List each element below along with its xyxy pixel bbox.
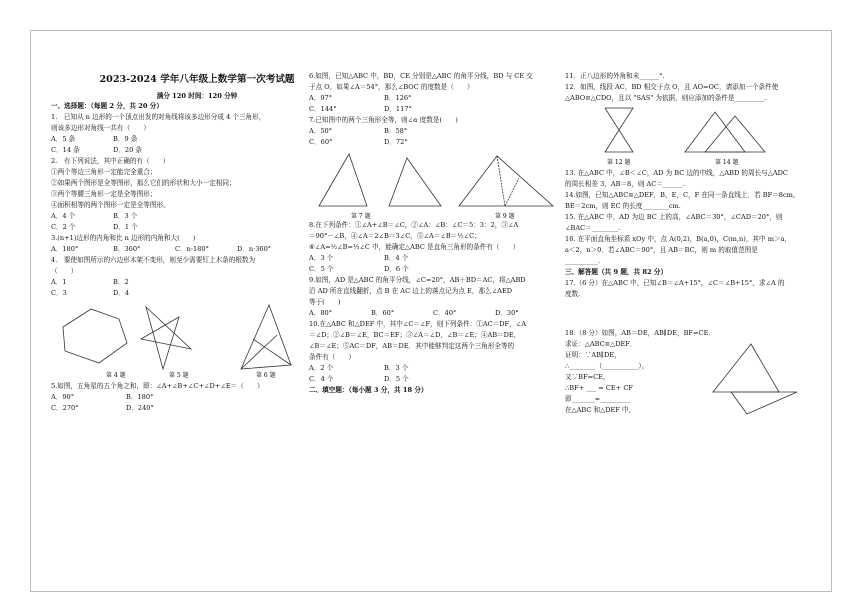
option: D．4 — [113, 289, 130, 297]
question-5-line: 5.如图，五角星的五个角之和，即：∠A+∠B+∠C+∠D+∠E＝（ ） — [51, 382, 264, 390]
option: C．60° — [309, 138, 333, 146]
option: C．14 条 — [51, 146, 80, 154]
figure-7-caption: 第 7 题 — [351, 213, 371, 220]
question-14-line: 14.如图，已知△ABC≌△DEF，B，E，C，F 在同一条直线上．若 BF＝8cm， — [565, 191, 800, 199]
option: A．4 个 — [51, 212, 76, 220]
question-2-options — [51, 211, 301, 222]
figure-9-caption: 第 9 题 — [495, 213, 515, 220]
exam-paper-page — [30, 30, 832, 592]
question-18-line: 18.（8 分）如图，AB＝DE，AB∥DE，BF=CE． — [565, 329, 715, 337]
figure-5-caption: 第 5 题 — [169, 372, 189, 379]
figure-4-caption: 第 4 题 — [106, 372, 126, 379]
option: A．5 条 — [51, 135, 76, 143]
option: C．40° — [433, 309, 457, 317]
question-10-line: 条件有（ ） — [309, 353, 356, 361]
column-left — [51, 101, 301, 414]
section-heading-choice: 一、选择题：（每题 2 分，共 20 分） — [51, 102, 163, 110]
question-1-line: 则该多边形对角线一共有（ ） — [51, 124, 150, 132]
question-16-line: __________. — [565, 257, 601, 265]
question-10-options — [309, 363, 559, 374]
question-9-line: 沿 AD 所在直线翻折，点 B 在 AC 边上的落点记为点 E，那么∠AED — [309, 287, 513, 295]
question-8-options — [309, 253, 559, 264]
triangle-def-figure-14 — [705, 116, 765, 152]
option: B．4 个 — [384, 254, 409, 262]
question-2-line: ④面积相等的两个图形一定是全等图形。 — [51, 201, 170, 209]
option: A．3 个 — [309, 254, 334, 262]
hexagon-frame-figure — [63, 309, 127, 363]
option: B．58° — [384, 127, 408, 135]
option: B．9 条 — [113, 135, 138, 143]
question-7-options — [309, 137, 559, 148]
triangle-figure-7a — [319, 154, 367, 206]
figure-18 — [701, 338, 811, 418]
section-heading-fill: 二、填空题：（每小题 3 分，共 18 分） — [309, 386, 428, 394]
question-6-line: 6.如图，已知△ABC 中，BD，CE 分别是△ABC 的角平分线，BD 与 CE 交 — [309, 72, 533, 80]
question-15-line: ∠BAC＝________. — [565, 224, 621, 232]
question-18-line: 又∵BF=CE， — [565, 373, 610, 381]
triangle-figure-7b — [389, 158, 441, 206]
question-2-line: ②如果两个图形是全等图形，那么它们的形状和大小一定相同； — [51, 179, 236, 187]
question-3-options — [51, 244, 301, 255]
question-18-line: 证明：∵AB∥DE， — [565, 351, 621, 359]
option: A．180° — [51, 245, 79, 253]
option: B．126° — [384, 94, 412, 102]
question-5-options — [51, 403, 301, 414]
question-9-line: 9.如图，AD 是△ABC 的角平分线，∠C=20°，AB＋BD＝AC，将△ABD — [309, 276, 526, 284]
question-2-options — [51, 222, 301, 233]
option: B．180° — [126, 393, 154, 401]
option: D．1 个 — [113, 223, 138, 231]
question-6-line: 于点 O，如果∠A＝54°，那么∠BOC 的度数是（ ） — [309, 83, 474, 91]
question-18-line: 求证：△ABC≌△DEF． — [565, 340, 637, 348]
triangle-abc-figure-14 — [685, 112, 745, 152]
question-17-line: 度数. — [565, 290, 581, 298]
question-4-options — [51, 277, 301, 288]
option: C．5 个 — [309, 265, 334, 273]
question-8-line: ＝90°－∠B，④∠A＝2∠B＝3∠C，⑤∠A＝∠B＝½∠C； — [309, 232, 481, 240]
question-3-line: 3.(n+1)边形的内角和比 n 边形的内角和大( ) — [51, 234, 196, 242]
option: A．80° — [309, 309, 333, 317]
question-9-options — [309, 308, 559, 319]
question-2-line: ③两个等腰三角形一定是全等图形； — [51, 190, 157, 198]
question-4-line: 4. 要使如图所示的六边形木架不变形，则至少需要钉上木条的根数为 — [51, 256, 256, 264]
figure-6-caption: 第 6 题 — [256, 372, 276, 379]
question-12-line: 12．如图，线段 AC，BD 相交于点 O，且 AO=OC，请添加一个条件使 — [565, 83, 779, 91]
option: B．3 个 — [384, 364, 409, 372]
question-1-line: 1. 已知从 n 边形的一个顶点出发的对角线将该多边形分成 4 个三角形， — [51, 113, 266, 121]
option: A．2 个 — [309, 364, 334, 372]
option: D．6 个 — [384, 265, 409, 273]
option: A．1 — [51, 278, 67, 286]
section-heading-solve: 三、解答题（共 9 题，共 82 分） — [565, 268, 668, 276]
option: B．3 个 — [113, 212, 138, 220]
figure-12-caption: 第 12 题 — [607, 159, 631, 166]
pentagram-figure — [141, 307, 191, 369]
crossed-segments-figure-12 — [605, 108, 633, 152]
option: C．144° — [309, 105, 337, 113]
question-10-options — [309, 374, 559, 385]
question-18-line: ∴BF+ ___ = CE+ CF — [565, 384, 633, 392]
question-12-line: △ABO≌△CDO，且以 "SAS" 为依据，则应添加的条件是_________. — [565, 94, 767, 102]
question-18-line: 即_______=_________ — [565, 395, 630, 403]
question-7-options — [309, 126, 559, 137]
option: D．117° — [384, 105, 412, 113]
question-13-line: 13. 在△ABC 中，∠B＜∠C，AD 为 BC 边的中线，△ABD 的周长与△ADC — [565, 169, 788, 177]
question-16-line: a＜2，n＞0．若∠ABC＝90°，且 AB＝BC，则 m 的取值范围是 — [565, 246, 758, 254]
figure-14-caption: 第 14 题 — [715, 159, 739, 166]
option: D．30° — [495, 309, 519, 317]
figures-7-9 — [309, 148, 559, 220]
option: B．360° — [113, 245, 141, 253]
triangle-figure-9 — [459, 156, 553, 206]
option: D．5 个 — [384, 375, 409, 383]
column-right — [565, 71, 815, 416]
option: C．2 个 — [51, 223, 76, 231]
option: C．n·180° — [175, 245, 209, 253]
question-1-options — [51, 134, 301, 145]
question-10-line: 10.在△ABC 和△DEF 中，其中∠C＝∠F，则下列条件：①AC＝DF，∠A — [309, 320, 526, 328]
option: A．50° — [309, 127, 333, 135]
figures-12-14 — [565, 104, 815, 168]
option: D．n·360° — [237, 245, 272, 253]
option: D．72° — [384, 138, 408, 146]
page-title: 2023-2024 学年八年级上数学第一次考试题 — [99, 74, 295, 85]
question-17-line: 17.（6 分）在△ABC 中，已知∠B＝∠A+15°，∠C＝∠B+15°，求∠A 的 — [565, 279, 785, 287]
option: A．97° — [309, 94, 333, 102]
question-8-line: ⑥∠A=½∠B=⅓∠C 中，能确定△ABC 是直角三角形的条件有（ ） — [309, 243, 520, 251]
page-subtitle: 满分 120 时间：120 分钟 — [156, 92, 238, 100]
option: B．60° — [371, 309, 395, 317]
question-5-options — [51, 392, 301, 403]
question-8-line: 8.在下列条件：①∠A+∠B＝∠C，②∠A：∠B：∠C＝5：3：2，③∠A — [309, 221, 519, 229]
option: B．2 — [113, 278, 129, 286]
option: C．4 个 — [309, 375, 334, 383]
question-7-line: 7.已知图中的两个三角形全等，则∠α 度数是( ) — [309, 116, 458, 124]
question-6-options — [309, 93, 559, 104]
question-1-options — [51, 145, 301, 156]
question-18-block — [565, 328, 815, 416]
question-18-line: 在△ABC 和△DEF 中， — [565, 406, 636, 414]
question-8-options — [309, 264, 559, 275]
option: D．240° — [126, 404, 154, 412]
question-4-line: （ ） — [51, 267, 78, 275]
question-4-options — [51, 288, 301, 299]
question-14-line: BE＝2cm，则 EC 的长度________cm. — [565, 202, 681, 210]
question-2-line: 2. 有下列说法，其中正确的有（ ） — [51, 157, 170, 165]
column-middle — [309, 71, 559, 396]
question-9-line: 等于( ) — [309, 298, 341, 306]
figures-4-5-6 — [51, 299, 301, 381]
question-11-line: 11．正八边形的外角和未______°. — [565, 72, 665, 80]
question-6-options — [309, 104, 559, 115]
question-13-line: 的周长相差 3，AB＝8，则 AC＝______. — [565, 180, 685, 188]
option: C．3 — [51, 289, 67, 297]
question-16-line: 16. 在平面直角坐标系 xOy 中，点 A(0,2)，B(a,0)，C(m,n)，其中 m＞a， — [565, 235, 792, 243]
question-15-line: 15. 在△ABC 中，AD 为边 BC 上的高，∠ABC＝30°，∠CAD＝20°，则 — [565, 213, 783, 221]
question-2-line: ①两个等边三角形一定能完全重合； — [51, 168, 157, 176]
option: A．90° — [51, 393, 75, 401]
option: C．270° — [51, 404, 79, 412]
option: D．20 条 — [113, 146, 142, 154]
question-10-line: ∠B＝∠E；⑤AC＝DF，AB＝DE．其中能够判定这两个三角形全等的 — [309, 342, 515, 350]
question-18-line: ∴________（___________）， — [565, 362, 649, 370]
question-10-line: ＝∠D；②∠B＝∠E，BC＝EF；③∠A＝∠D，∠B＝∠E；④AB＝DE， — [309, 331, 521, 339]
